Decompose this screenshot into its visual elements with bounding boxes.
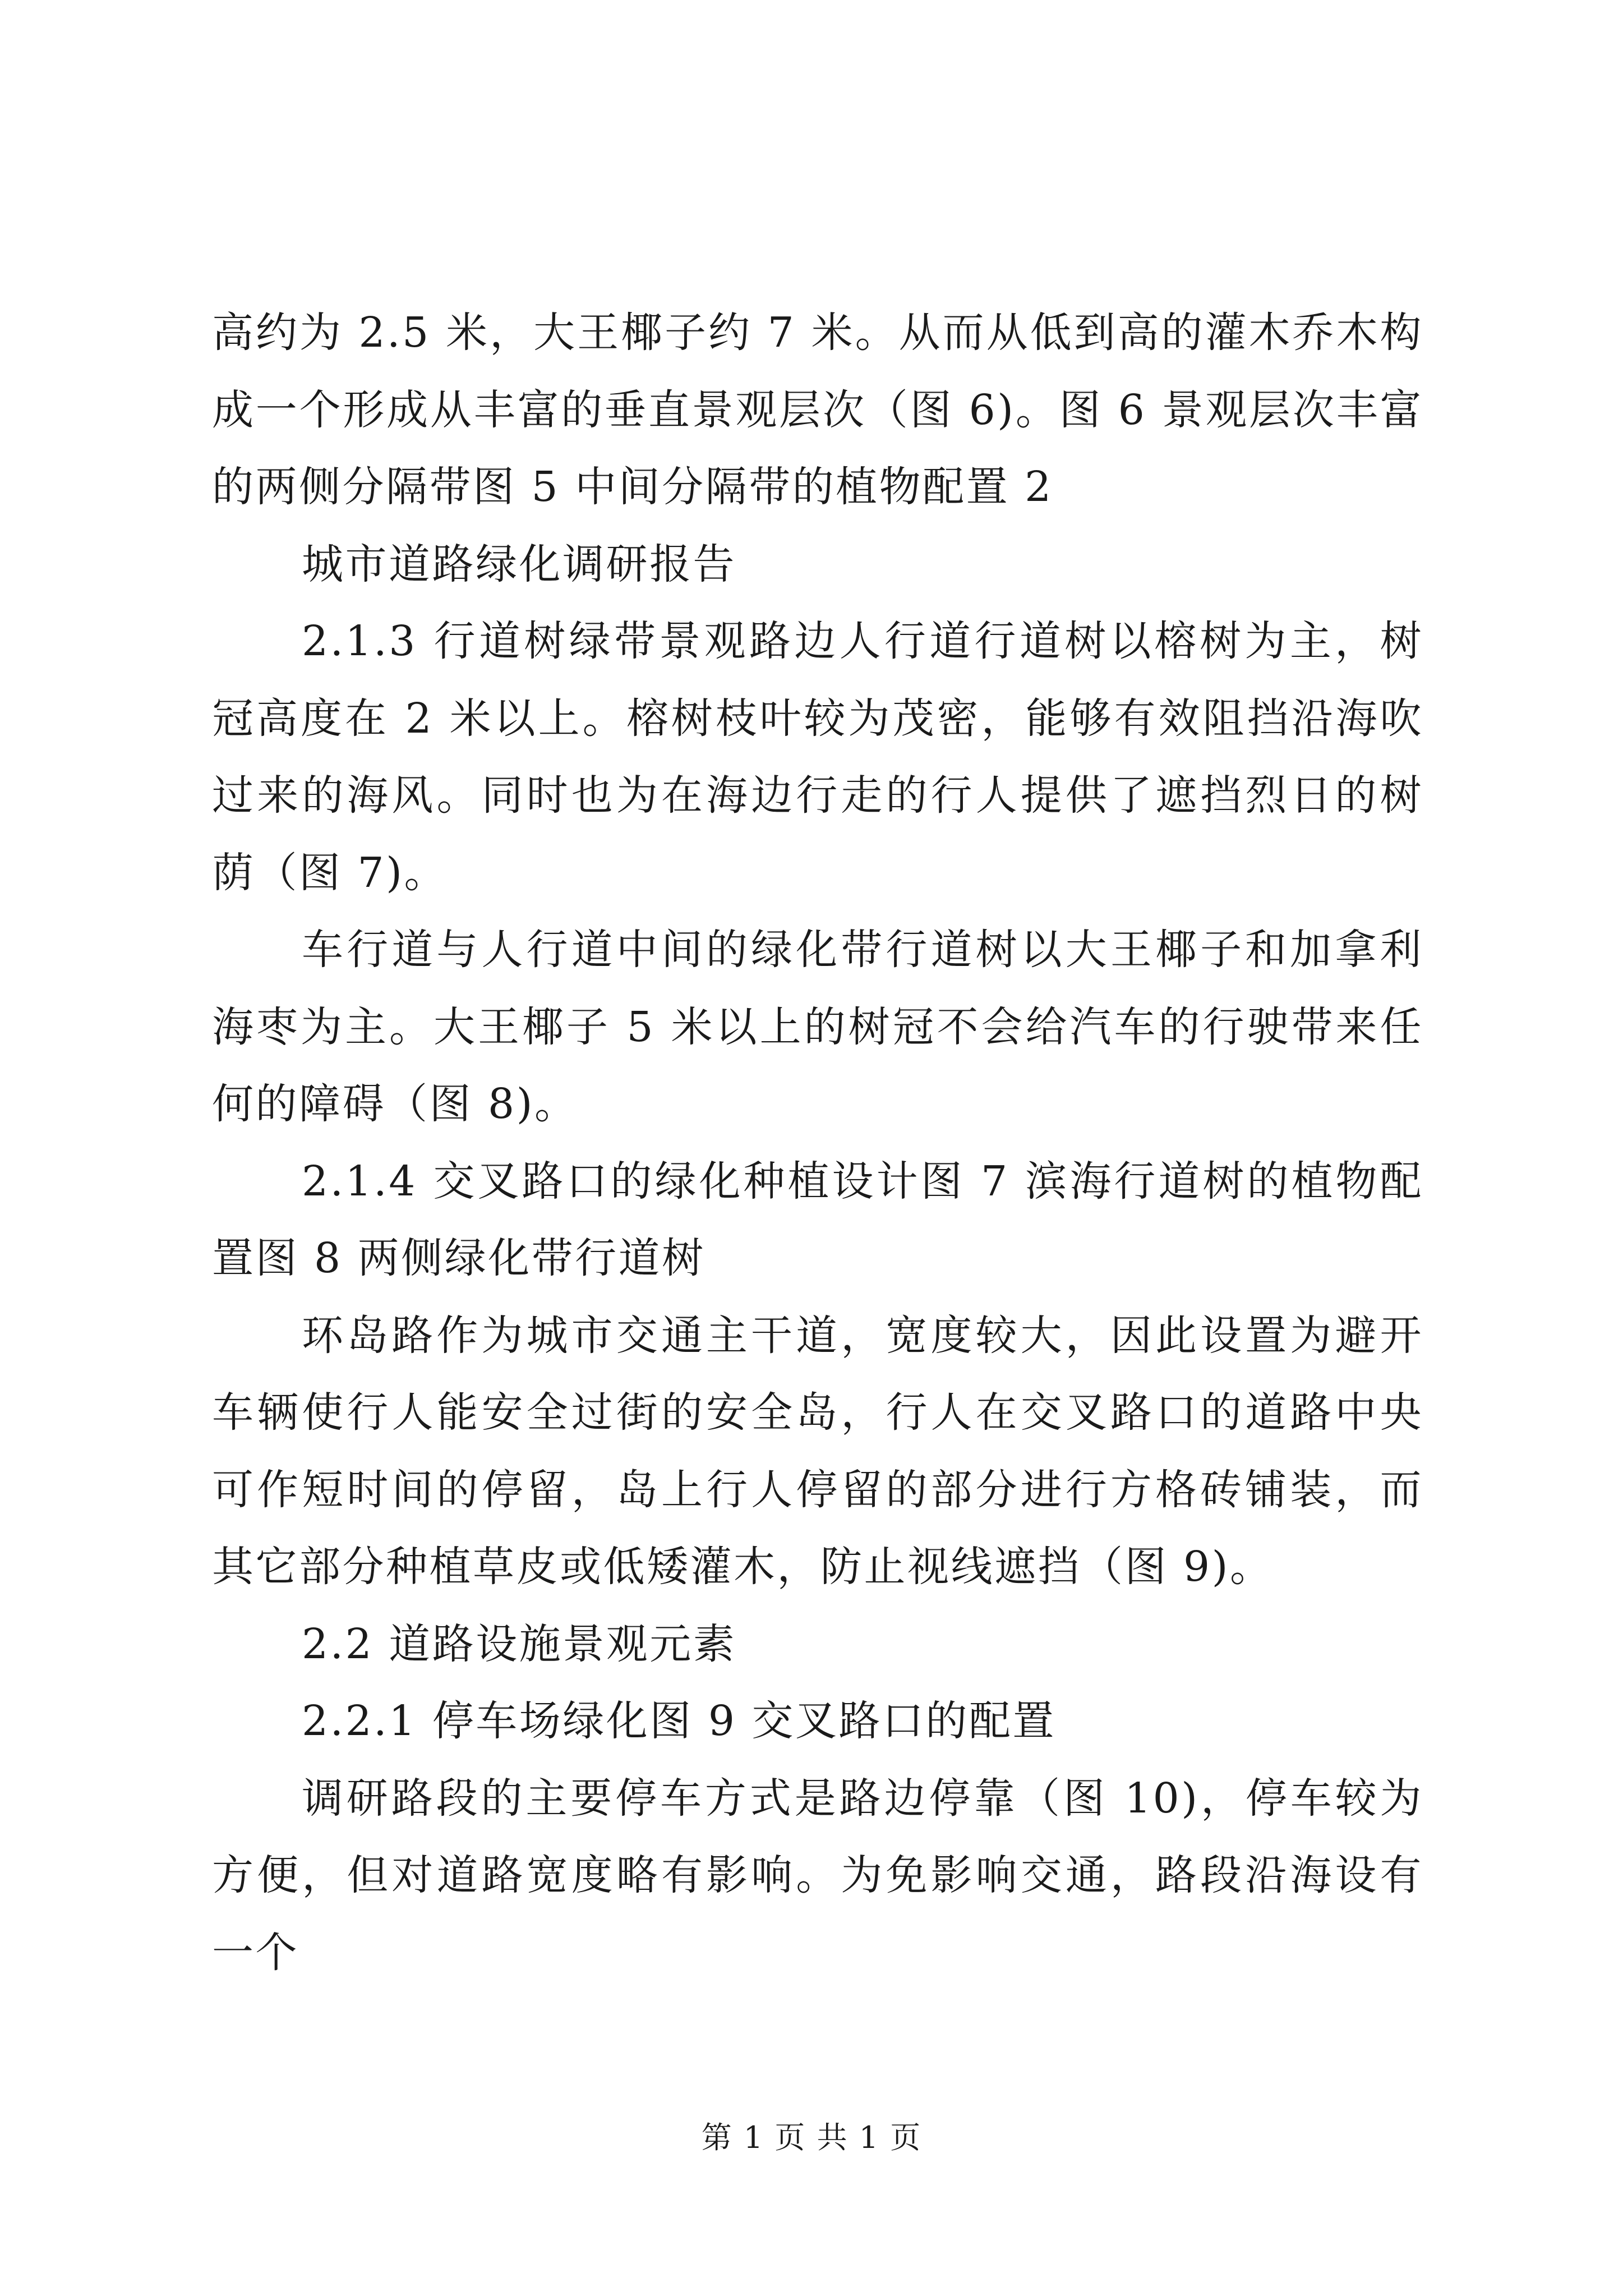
section-heading-2-2: 2.2 道路设施景观元素 [302, 1619, 737, 1668]
paragraph-6: 环岛路作为城市交通主干道，宽度较大，因此设置为避开车辆使行人能安全过街的安全岛，行人在交叉路口的道路中央可作短时间的停留，岛上行人停留的部分进行方格砖铺装，而其它部分种植草皮或低矮灌木，防止视线遮挡（图 9)。 [212, 1311, 1423, 1591]
paragraph-5: 2.1.4 交叉路口的绿化种植设计图 7 滨海行道树的植物配置图 8 两侧绿化带行道树 [212, 1157, 1423, 1282]
paragraph-1: 高约为 2.5 米，大王椰子约 7 米。从而从低到高的灌木乔木构成一个形成从丰富的垂直景观层次（图 6)。图 6 景观层次丰富的两侧分隔带图 5 中间分隔带的植物配置 2 [212, 309, 1423, 511]
document-body [212, 295, 1423, 1991]
paragraph-9: 调研路段的主要停车方式是路边停靠（图 10)，停车较为方便，但对道路宽度略有影响。为免影响交通，路段沿海设有一个 [212, 1774, 1423, 1977]
section-heading-2-2-1: 2.2.1 停车场绿化图 9 交叉路口的配置 [302, 1697, 1056, 1745]
paragraph-3: 2.1.3 行道树绿带景观路边人行道行道树以榕树为主，树冠高度在 2 米以上。榕树枝叶较为茂密，能够有效阻挡沿海吹过来的海风。同时也为在海边行走的行人提供了遮挡烈日的树荫（图 7)。 [212, 617, 1423, 897]
page-footer: 第 1 页 共 1 页 [701, 2120, 922, 2155]
paragraph-2-report-title: 城市道路绿化调研报告 [302, 540, 736, 588]
paragraph-4: 车行道与人行道中间的绿化带行道树以大王椰子和加拿利海枣为主。大王椰子 5 米以上的树冠不会给汽车的行驶带来任何的障碍（图 8)。 [212, 926, 1423, 1128]
